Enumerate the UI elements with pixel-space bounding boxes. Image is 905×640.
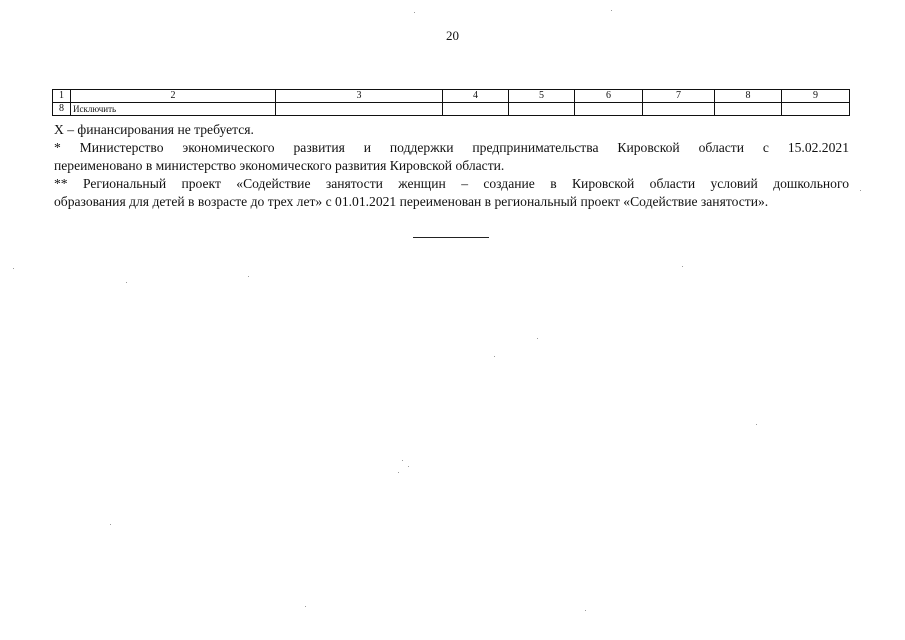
table-cell <box>509 103 575 116</box>
footnote-star2-line1: ** Региональный проект «Содействие занятости женщин – создание в Кировской области условий дошкольного <box>54 176 849 191</box>
page-number: 20 <box>446 28 459 43</box>
row-content-cell: Исключить <box>71 103 276 116</box>
header-cell-9: 9 <box>782 90 850 103</box>
table-cell <box>575 103 643 116</box>
table-cell <box>443 103 509 116</box>
footnote-x: Х – финансирования не требуется. <box>54 122 254 137</box>
end-of-document-rule <box>413 237 489 238</box>
footnote-star1-line2: переименовано в министерство экономического развития Кировской области. <box>54 158 505 173</box>
footnote-star2-line2: образования для детей в возрасте до трех лет» с 01.01.2021 переименован в региональный проект «Содействие занятости». <box>54 194 769 209</box>
footnotes <box>54 121 849 211</box>
table-cell <box>715 103 782 116</box>
header-cell-7: 7 <box>643 90 715 103</box>
header-cell-5: 5 <box>509 90 575 103</box>
row-number-cell: 8 <box>53 103 71 116</box>
header-cell-3: 3 <box>276 90 443 103</box>
financing-table <box>52 89 850 116</box>
table-cell <box>782 103 850 116</box>
footnote-star1-line1: * Министерство экономического развития и поддержки предпринимательства Кировской области с 15.02.2021 <box>54 140 849 155</box>
table-row <box>53 103 850 116</box>
header-cell-4: 4 <box>443 90 509 103</box>
table-header-row <box>53 90 850 103</box>
header-cell-8: 8 <box>715 90 782 103</box>
header-cell-1: 1 <box>53 90 71 103</box>
header-cell-6: 6 <box>575 90 643 103</box>
header-cell-2: 2 <box>71 90 276 103</box>
table-cell <box>276 103 443 116</box>
table-cell <box>643 103 715 116</box>
